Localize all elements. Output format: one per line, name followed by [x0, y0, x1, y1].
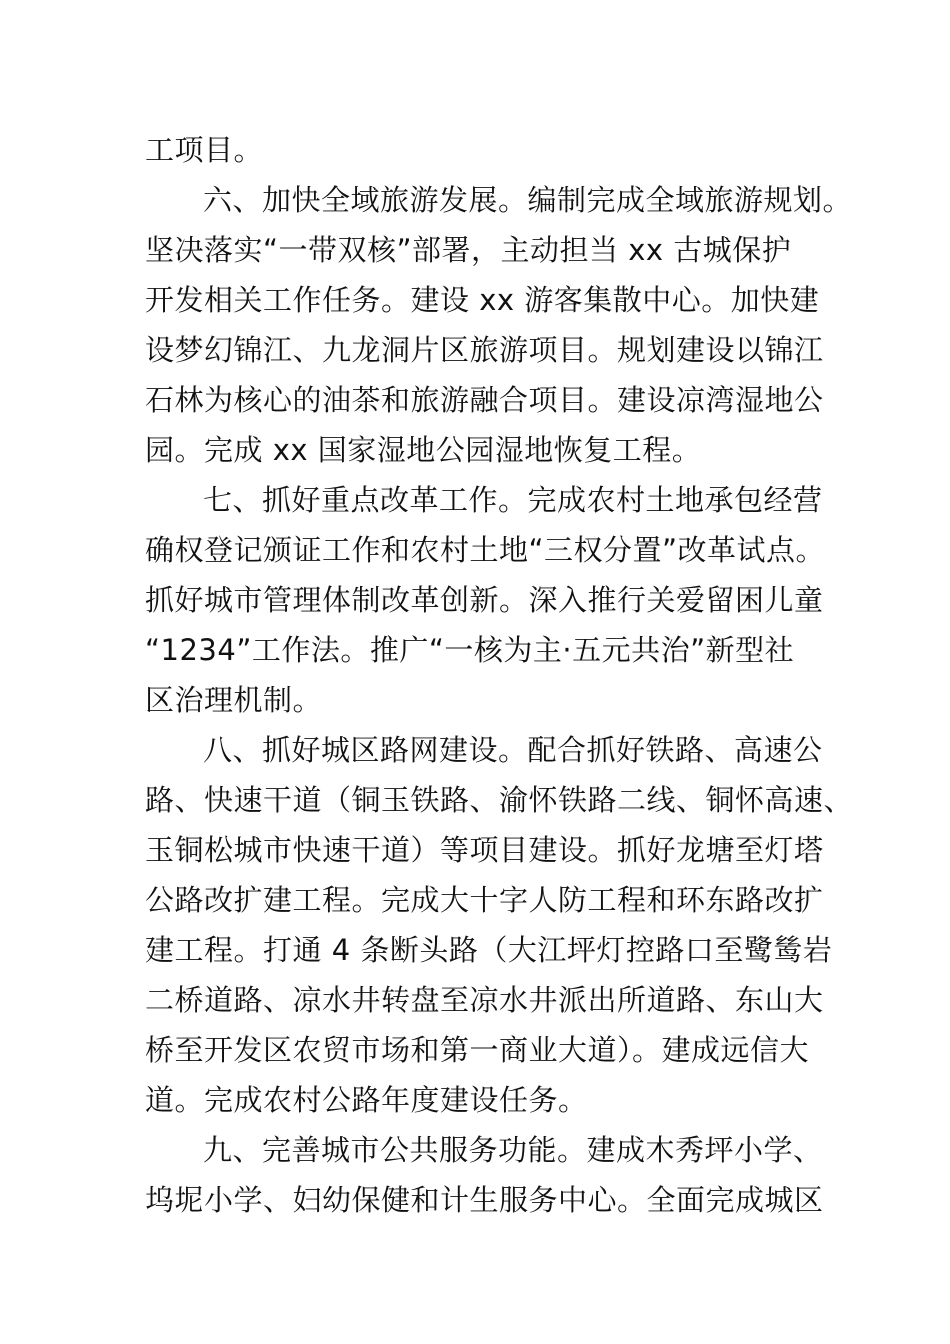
- text-line: 开发相关工作任务。建设 xx 游客集散中心。加快建: [145, 283, 820, 317]
- text-line: 道。完成农村公路年度建设任务。: [145, 1083, 588, 1117]
- text-line: 坚决落实“一带双核”部署，主动担当 xx 古城保护: [145, 233, 792, 267]
- text-line: 六、加快全域旅游发展。编制完成全域旅游规划。: [203, 183, 853, 217]
- text-line: 九、完善城市公共服务功能。建成木秀坪小学、: [203, 1133, 823, 1167]
- text-line: 园。完成 xx 国家湿地公园湿地恢复工程。: [145, 433, 702, 467]
- text-line: 路、快速干道（铜玉铁路、渝怀铁路二线、铜怀高速、: [145, 783, 854, 817]
- text-line: 二桥道路、凉水井转盘至凉水井派出所道路、东山大: [145, 983, 824, 1017]
- text-line: 公路改扩建工程。完成大十字人防工程和环东路改扩: [145, 883, 824, 917]
- text-line: 八、抓好城区路网建设。配合抓好铁路、高速公: [203, 733, 823, 767]
- text-line: 工项目。: [145, 133, 264, 167]
- text-line: 抓好城市管理体制改革创新。深入推行关爱留困儿童: [145, 583, 824, 617]
- text-line: 确权登记颁证工作和农村土地“三权分置”改革试点。: [145, 533, 826, 567]
- text-line: 建工程。打通 4 条断头路（大江坪灯控路口至鹭鸶岩: [145, 933, 833, 967]
- text-line: 设梦幻锦江、九龙洞片区旅游项目。规划建设以锦江: [145, 333, 824, 367]
- text-line: 七、抓好重点改革工作。完成农村土地承包经营: [203, 483, 823, 517]
- text-line: 坞坭小学、妇幼保健和计生服务中心。全面完成城区: [145, 1183, 824, 1217]
- text-line: 玉铜松城市快速干道）等项目建设。抓好龙塘至灯塔: [145, 833, 824, 867]
- text-line: 区治理机制。: [145, 683, 323, 717]
- text-line: 桥至开发区农贸市场和第一商业大道）。建成远信大: [145, 1033, 810, 1067]
- text-line: “1234”工作法。推广“一核为主·五元共治”新型社: [145, 633, 795, 667]
- text-line: 石林为核心的油茶和旅游融合项目。建设凉湾湿地公: [145, 383, 824, 417]
